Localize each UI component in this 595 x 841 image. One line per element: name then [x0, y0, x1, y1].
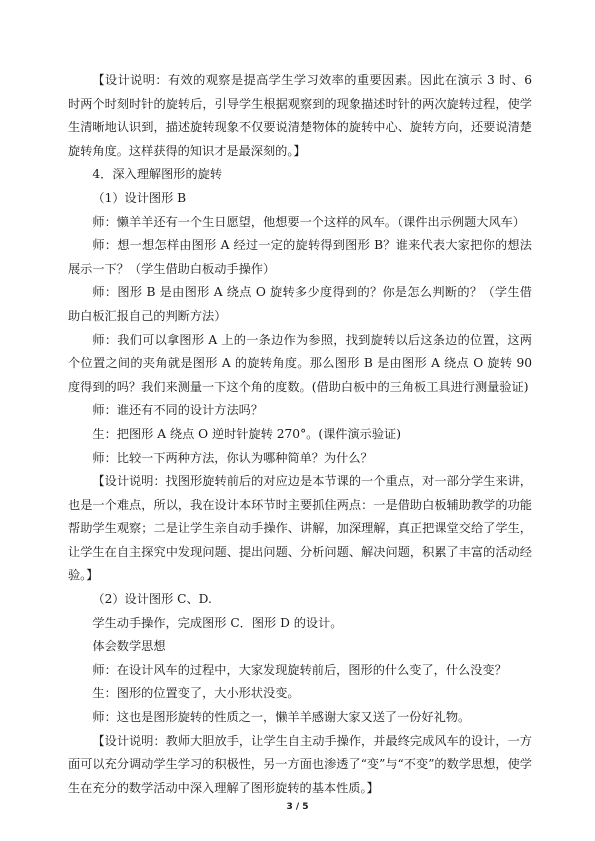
body-text	[68, 69, 532, 800]
subheading: 体会数学思想	[92, 639, 166, 654]
design-note-paragraph: 【设计说明：找图形旋转前后的对应边是本节课的一个重点，对一部分学生来讲，也是一个难点，所以，我在设计本环节时主要抓住两点：一是借助白板辅助教学的功能帮助学生观察；二是让学生亲自动手操作、讲解，加深理解，真正把课堂交给了学生，让学生在自主探究中发现问题、提出问题、分析问题、解决问题，积累了丰富的活动经验。】	[68, 474, 532, 583]
subsection-heading: （2）设计图形 C、D.	[92, 592, 212, 607]
dialogue-paragraph: 师：图形 B 是由图形 A 绕点 O 旋转多少度得到的？你是怎么判断的？（学生借助白板汇报自己的判断方法）	[68, 285, 532, 323]
dialogue-paragraph: 生：把图形 A 绕点 O 逆时针旋转 270°。(课件演示验证)	[92, 426, 401, 441]
design-note-paragraph: 【设计说明：有效的观察是提高学生学习效率的重要因素。因此在演示 3 时、6 时两个时刻时针的旋转后，引导学生根据观察到的现象描述时针的两次旋转过程，使学生清晰地认识到，描述旋转现象不仅要说清楚物体的旋转中心、旋转方向，还要说清楚旋转角度。这样获得的知识才是最深刻的。】	[68, 73, 532, 158]
subsection-heading: （1）设计图形 B	[92, 190, 187, 205]
dialogue-paragraph: 师：懒羊羊还有一个生日愿望，他想要一个这样的风车。（课件出示例题大风车）	[92, 214, 526, 229]
page-number: 3 / 5	[286, 802, 309, 812]
dialogue-paragraph: 师：比较一下两种方法，你认为哪种简单？为什么？	[92, 450, 373, 465]
dialogue-paragraph: 生：图形的位置变了，大小形状没变。	[92, 686, 300, 701]
section-heading: 4．深入理解图形的旋转	[92, 167, 223, 182]
design-note-paragraph: 【设计说明：教师大胆放手，让学生自主动手操作，并最终完成风车的设计，一方面可以充分调动学生学习的积极性，另一方面也渗透了“变”与“不变”的数学思想，使学生在充分的数学活动中深入理解了图形旋转的基本性质。】	[68, 733, 532, 795]
body-paragraph: 学生动手操作，完成图形 C．图形 D 的设计。	[92, 615, 343, 630]
dialogue-paragraph: 师：在设计风车的过程中，大家发现旋转前后，图形的什么变了，什么没变？	[92, 662, 507, 677]
dialogue-paragraph: 师：我们可以拿图形 A 上的一条边作为参照，找到旋转以后这条边的位置，这两个位置之间的夹角就是图形 A 的旋转角度。那么图形 B 是由图形 A 绕点 O 旋转 90 度得到的吗？我们来测量一下这个角的度数。(借助白板中的三角板工具进行测量验证)	[68, 332, 532, 394]
dialogue-paragraph: 师：谁还有不同的设计方法吗？	[92, 403, 264, 418]
dialogue-paragraph: 师：想一想怎样由图形 A 经过一定的旋转得到图形 B？谁来代表大家把你的想法展示一下？（学生借助白板动手操作）	[68, 238, 532, 276]
dialogue-paragraph: 师：这也是图形旋转的性质之一，懒羊羊感谢大家又送了一份好礼物。	[92, 710, 471, 725]
